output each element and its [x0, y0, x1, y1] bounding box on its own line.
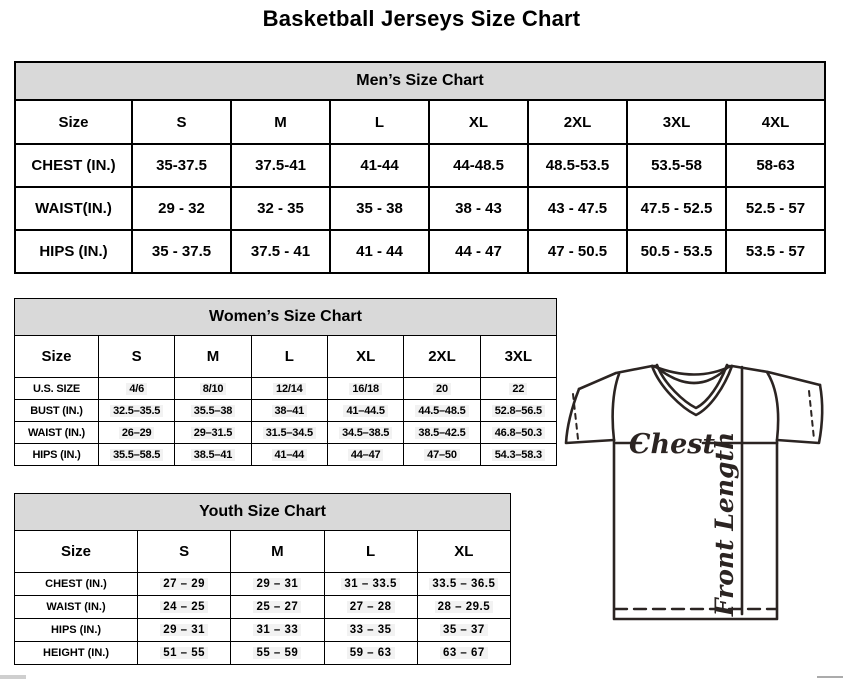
value-text: 51 – 55 — [160, 647, 208, 659]
value-cell — [324, 619, 417, 642]
value-text: 44–47 — [348, 449, 384, 461]
value-text: 38.5–41 — [191, 449, 235, 461]
mens-size-chart-table — [14, 61, 826, 274]
value-cell — [324, 573, 417, 596]
value-cell: 32 - 35 — [231, 187, 330, 230]
value-text: 34.5–38.5 — [339, 427, 392, 439]
value-text: 22 — [509, 383, 527, 395]
size-header-3xl: 3XL — [627, 100, 726, 144]
row-label: CHEST (IN.) — [15, 144, 132, 187]
jersey-icon — [552, 352, 843, 646]
value-cell: 50.5 - 53.5 — [627, 230, 726, 273]
youth-table-title: Youth Size Chart — [15, 494, 511, 531]
value-cell — [231, 642, 324, 665]
value-cell — [138, 573, 231, 596]
value-text: 20 — [433, 383, 451, 395]
value-cell — [327, 378, 403, 400]
value-text: 31 – 33 — [253, 624, 301, 636]
value-text: 35 – 37 — [440, 624, 488, 636]
value-cell: 43 - 47.5 — [528, 187, 627, 230]
right-cuff-stitch-line — [809, 391, 814, 439]
value-cell: 35-37.5 — [132, 144, 231, 187]
value-cell — [417, 596, 510, 619]
value-text: 12/14 — [273, 383, 306, 395]
size-column-header: Size — [15, 531, 138, 573]
row-label: BUST (IN.) — [15, 400, 99, 422]
right-armhole-seam — [767, 372, 778, 440]
table-row — [15, 400, 557, 422]
value-cell — [324, 596, 417, 619]
value-text: 31 – 33.5 — [341, 578, 399, 590]
size-header-xl: XL — [327, 336, 403, 378]
table-row — [15, 619, 511, 642]
value-text: 38.5–42.5 — [415, 427, 468, 439]
table-row — [15, 642, 511, 665]
value-text: 8/10 — [200, 383, 227, 395]
value-cell — [417, 642, 510, 665]
value-text: 33 – 35 — [347, 624, 395, 636]
value-text: 38–41 — [272, 405, 308, 417]
size-header-2xl: 2XL — [528, 100, 627, 144]
front-length-label: Front Length — [710, 431, 739, 617]
value-text: 59 – 63 — [347, 647, 395, 659]
value-cell — [324, 642, 417, 665]
horizontal-scrollbar-fragment-right[interactable] — [817, 676, 843, 678]
row-label: U.S. SIZE — [15, 378, 99, 400]
value-cell — [99, 422, 175, 444]
row-label: WAIST (IN.) — [15, 596, 138, 619]
men-header-row — [15, 100, 825, 144]
youth-size-chart-table — [14, 493, 511, 665]
value-cell: 44-48.5 — [429, 144, 528, 187]
value-cell: 58-63 — [726, 144, 825, 187]
size-header-s: S — [138, 531, 231, 573]
table-row — [15, 573, 511, 596]
value-cell — [404, 378, 480, 400]
value-cell — [251, 444, 327, 466]
size-header-s: S — [132, 100, 231, 144]
row-label: WAIST (IN.) — [15, 422, 99, 444]
value-cell: 47.5 - 52.5 — [627, 187, 726, 230]
value-cell — [327, 422, 403, 444]
value-cell: 52.5 - 57 — [726, 187, 825, 230]
value-cell: 48.5-53.5 — [528, 144, 627, 187]
value-text: 25 – 27 — [253, 601, 301, 613]
value-text: 35.5–38 — [191, 405, 235, 417]
row-label: HIPS (IN.) — [15, 230, 132, 273]
size-header-s: S — [99, 336, 175, 378]
value-text: 55 – 59 — [253, 647, 301, 659]
value-text: 26–29 — [119, 427, 155, 439]
value-cell — [175, 444, 251, 466]
value-text: 41–44 — [272, 449, 308, 461]
value-cell — [480, 422, 556, 444]
value-text: 44.5–48.5 — [415, 405, 468, 417]
table-row — [15, 378, 557, 400]
table-row — [15, 596, 511, 619]
table-row — [15, 144, 825, 187]
value-cell: 37.5-41 — [231, 144, 330, 187]
left-armhole-seam — [613, 374, 619, 440]
jersey-body-outline — [614, 440, 777, 619]
value-text: 41–44.5 — [343, 405, 387, 417]
value-text: 27 – 29 — [160, 578, 208, 590]
value-cell — [480, 378, 556, 400]
chest-label: Chest — [629, 429, 715, 460]
value-cell — [404, 422, 480, 444]
value-text: 29–31.5 — [191, 427, 235, 439]
table-row — [15, 422, 557, 444]
size-column-header: Size — [15, 336, 99, 378]
size-header-2xl: 2XL — [404, 336, 480, 378]
value-cell — [231, 619, 324, 642]
value-cell: 35 - 37.5 — [132, 230, 231, 273]
value-text: 32.5–35.5 — [110, 405, 163, 417]
size-header-m: M — [231, 531, 324, 573]
value-cell — [251, 400, 327, 422]
value-text: 31.5–34.5 — [263, 427, 316, 439]
row-label: CHEST (IN.) — [15, 573, 138, 596]
horizontal-scrollbar-fragment-left[interactable] — [0, 675, 26, 679]
size-header-m: M — [175, 336, 251, 378]
value-cell — [417, 619, 510, 642]
women-header-row — [15, 336, 557, 378]
size-header-m: M — [231, 100, 330, 144]
value-cell — [251, 422, 327, 444]
women-table-title: Women’s Size Chart — [15, 299, 557, 336]
row-label: HIPS (IN.) — [15, 619, 138, 642]
value-cell: 47 - 50.5 — [528, 230, 627, 273]
size-header-l: L — [330, 100, 429, 144]
value-cell — [99, 444, 175, 466]
jersey-right-shoulder — [732, 366, 820, 385]
size-header-xl: XL — [429, 100, 528, 144]
value-text: 35.5–58.5 — [110, 449, 163, 461]
value-cell: 53.5 - 57 — [726, 230, 825, 273]
men-table-title: Men’s Size Chart — [15, 62, 825, 100]
row-label: HIPS (IN.) — [15, 444, 99, 466]
size-column-header: Size — [15, 100, 132, 144]
value-cell: 29 - 32 — [132, 187, 231, 230]
value-cell — [175, 378, 251, 400]
value-text: 28 – 29.5 — [435, 601, 493, 613]
value-cell — [138, 642, 231, 665]
value-cell: 41-44 — [330, 144, 429, 187]
value-text: 27 – 28 — [347, 601, 395, 613]
value-cell — [175, 400, 251, 422]
value-cell — [480, 444, 556, 466]
value-cell: 41 - 44 — [330, 230, 429, 273]
womens-size-chart-table — [14, 298, 557, 466]
size-header-3xl: 3XL — [480, 336, 556, 378]
size-header-l: L — [324, 531, 417, 573]
value-cell: 53.5-58 — [627, 144, 726, 187]
table-row — [15, 187, 825, 230]
value-text: 54.3–58.3 — [492, 449, 545, 461]
value-cell: 37.5 - 41 — [231, 230, 330, 273]
value-cell: 35 - 38 — [330, 187, 429, 230]
value-cell — [327, 444, 403, 466]
value-cell — [99, 378, 175, 400]
row-label: HEIGHT (IN.) — [15, 642, 138, 665]
table-row — [15, 230, 825, 273]
value-cell — [99, 400, 175, 422]
youth-header-row — [15, 531, 511, 573]
value-text: 33.5 – 36.5 — [429, 578, 498, 590]
value-text: 46.8–50.3 — [492, 427, 545, 439]
value-text: 63 – 67 — [440, 647, 488, 659]
value-cell: 44 - 47 — [429, 230, 528, 273]
value-cell — [480, 400, 556, 422]
value-cell — [404, 400, 480, 422]
value-cell — [231, 596, 324, 619]
value-text: 4/6 — [126, 383, 147, 395]
table-row — [15, 444, 557, 466]
value-cell — [327, 400, 403, 422]
value-cell — [138, 596, 231, 619]
value-text: 29 – 31 — [160, 624, 208, 636]
jersey-measurement-diagram — [552, 352, 843, 646]
value-cell — [404, 444, 480, 466]
value-cell — [138, 619, 231, 642]
value-text: 29 – 31 — [253, 578, 301, 590]
size-header-xl: XL — [417, 531, 510, 573]
size-header-4xl: 4XL — [726, 100, 825, 144]
row-label: WAIST(IN.) — [15, 187, 132, 230]
value-cell — [175, 422, 251, 444]
value-cell — [417, 573, 510, 596]
size-header-l: L — [251, 336, 327, 378]
value-cell — [251, 378, 327, 400]
value-text: 52.8–56.5 — [492, 405, 545, 417]
value-cell: 38 - 43 — [429, 187, 528, 230]
page-title: Basketball Jerseys Size Chart — [262, 6, 581, 31]
value-text: 47–50 — [424, 449, 460, 461]
jersey-right-sleeve — [777, 385, 822, 443]
value-text: 24 – 25 — [160, 601, 208, 613]
value-cell — [231, 573, 324, 596]
value-text: 16/18 — [349, 383, 382, 395]
